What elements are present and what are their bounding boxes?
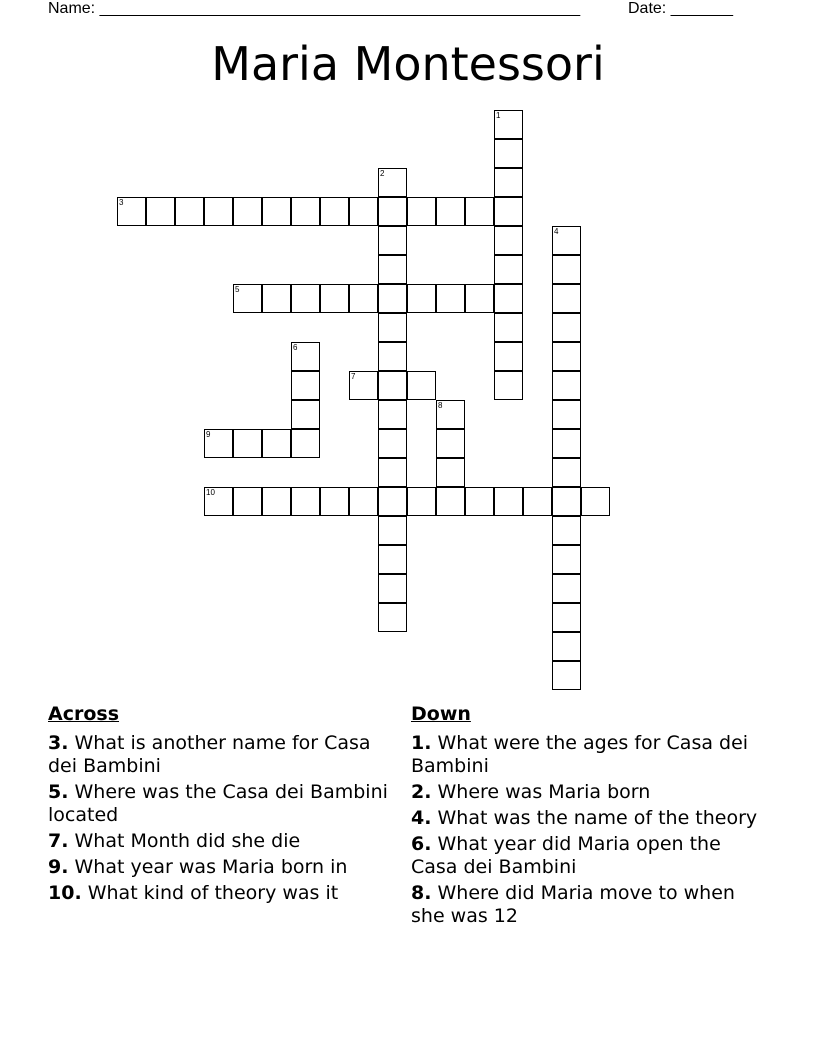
clue-number: 7. (48, 830, 69, 852)
grid-cell[interactable] (407, 197, 436, 226)
cell-number: 7 (351, 372, 356, 381)
grid-cell[interactable] (233, 284, 262, 313)
grid-cell[interactable] (465, 487, 494, 516)
grid-cell[interactable] (552, 313, 581, 342)
grid-cell[interactable] (407, 284, 436, 313)
clue-across-7 (48, 830, 388, 853)
grid-cell[interactable] (378, 313, 407, 342)
grid-cell[interactable] (552, 255, 581, 284)
page-title: Maria Montessori (211, 37, 605, 91)
clue-number: 10. (48, 882, 82, 904)
clue-down-6 (411, 833, 761, 879)
clue-across-3 (48, 732, 388, 778)
grid-cell[interactable] (494, 255, 523, 284)
name-field-label[interactable]: Name: ______________________________________________________ (48, 0, 581, 17)
grid-cell[interactable] (378, 342, 407, 371)
grid-cell[interactable] (262, 429, 291, 458)
grid-cell[interactable] (378, 226, 407, 255)
clue-text: What year did Maria open the Casa dei Bambini (411, 833, 721, 878)
grid-cell[interactable] (407, 487, 436, 516)
grid-cell[interactable] (523, 487, 552, 516)
grid-cell[interactable] (494, 110, 523, 139)
grid-cell[interactable] (378, 197, 407, 226)
clue-number: 8. (411, 882, 432, 904)
cell-number: 4 (554, 227, 559, 236)
cell-number: 9 (206, 430, 211, 439)
grid-cell[interactable] (494, 284, 523, 313)
grid-cell[interactable] (291, 284, 320, 313)
grid-cell[interactable] (552, 603, 581, 632)
grid-cell[interactable] (349, 371, 378, 400)
grid-cell[interactable] (494, 342, 523, 371)
grid-cell[interactable] (552, 516, 581, 545)
grid-cell[interactable] (378, 400, 407, 429)
down-clues (411, 703, 761, 931)
grid-cell[interactable] (436, 197, 465, 226)
grid-cell[interactable] (262, 197, 291, 226)
clue-across-10 (48, 882, 388, 905)
grid-cell[interactable] (378, 545, 407, 574)
clue-text: What were the ages for Casa dei Bambini (411, 732, 749, 777)
grid-cell[interactable] (349, 197, 378, 226)
grid-cell[interactable] (378, 487, 407, 516)
grid-cell[interactable] (494, 168, 523, 197)
grid-cell[interactable] (378, 429, 407, 458)
clue-text: Where was Maria born (437, 781, 651, 803)
grid-cell[interactable] (494, 197, 523, 226)
grid-cell[interactable] (349, 284, 378, 313)
grid-cell[interactable] (552, 400, 581, 429)
grid-cell[interactable] (552, 458, 581, 487)
grid-cell[interactable] (320, 284, 349, 313)
grid-cell[interactable] (378, 574, 407, 603)
grid-cell[interactable] (552, 342, 581, 371)
clue-number: 9. (48, 856, 69, 878)
clue-text: What was the name of the theory (437, 807, 758, 829)
clue-down-2 (411, 781, 761, 804)
clue-number: 2. (411, 781, 432, 803)
grid-cell[interactable] (117, 197, 146, 226)
grid-cell[interactable] (204, 197, 233, 226)
grid-cell[interactable] (378, 516, 407, 545)
grid-cell[interactable] (146, 197, 175, 226)
clue-number: 1. (411, 732, 432, 754)
grid-cell[interactable] (552, 284, 581, 313)
clue-number: 6. (411, 833, 432, 855)
grid-cell[interactable] (552, 545, 581, 574)
grid-cell[interactable] (494, 371, 523, 400)
down-heading: Down (411, 703, 471, 725)
grid-cell[interactable] (378, 371, 407, 400)
cell-number: 8 (438, 401, 443, 410)
grid-cell[interactable] (262, 284, 291, 313)
grid-cell[interactable] (552, 429, 581, 458)
grid-cell[interactable] (291, 342, 320, 371)
grid-cell[interactable] (291, 487, 320, 516)
grid-cell[interactable] (291, 197, 320, 226)
clue-down-1 (411, 732, 761, 778)
grid-cell[interactable] (436, 487, 465, 516)
grid-cell[interactable] (175, 197, 204, 226)
grid-cell[interactable] (581, 487, 610, 516)
grid-cell[interactable] (552, 487, 581, 516)
grid-cell[interactable] (233, 197, 262, 226)
cell-number: 6 (293, 343, 298, 352)
grid-cell[interactable] (378, 603, 407, 632)
grid-cell[interactable] (204, 429, 233, 458)
grid-cell[interactable] (436, 284, 465, 313)
cell-number: 10 (206, 488, 215, 497)
grid-cell[interactable] (436, 429, 465, 458)
clue-text: What is another name for Casa dei Bambini (48, 732, 371, 777)
grid-cell[interactable] (552, 371, 581, 400)
clue-number: 5. (48, 781, 69, 803)
grid-cell[interactable] (378, 284, 407, 313)
across-clues (48, 703, 388, 908)
clue-across-9 (48, 856, 388, 879)
grid-cell[interactable] (204, 487, 233, 516)
grid-cell[interactable] (378, 255, 407, 284)
grid-cell[interactable] (233, 429, 262, 458)
cell-number: 3 (119, 198, 124, 207)
clue-text: Where was the Casa dei Bambini located (48, 781, 388, 826)
date-field-label[interactable]: Date: _______ (628, 0, 733, 17)
grid-cell[interactable] (291, 400, 320, 429)
cell-number: 5 (235, 285, 240, 294)
clue-text: What year was Maria born in (74, 856, 348, 878)
grid-cell[interactable] (494, 139, 523, 168)
grid-cell[interactable] (552, 632, 581, 661)
grid-cell[interactable] (552, 574, 581, 603)
grid-cell[interactable] (291, 429, 320, 458)
grid-cell[interactable] (407, 371, 436, 400)
grid-cell[interactable] (465, 197, 494, 226)
clue-text: Where did Maria move to when she was 12 (411, 882, 735, 927)
across-heading: Across (48, 703, 120, 725)
grid-cell[interactable] (378, 168, 407, 197)
grid-cell[interactable] (494, 487, 523, 516)
grid-cell[interactable] (320, 197, 349, 226)
grid-cell[interactable] (436, 400, 465, 429)
grid-cell[interactable] (233, 487, 262, 516)
grid-cell[interactable] (349, 487, 378, 516)
grid-cell[interactable] (378, 458, 407, 487)
grid-cell[interactable] (494, 226, 523, 255)
clue-text: What kind of theory was it (87, 882, 339, 904)
grid-cell[interactable] (262, 487, 291, 516)
grid-cell[interactable] (552, 226, 581, 255)
grid-cell[interactable] (552, 661, 581, 690)
grid-cell[interactable] (291, 371, 320, 400)
clue-text: What Month did she die (74, 830, 301, 852)
cell-number: 2 (380, 169, 385, 178)
grid-cell[interactable] (320, 487, 349, 516)
grid-cell[interactable] (494, 313, 523, 342)
clue-number: 3. (48, 732, 69, 754)
clue-down-4 (411, 807, 761, 830)
clue-across-5 (48, 781, 388, 827)
grid-cell[interactable] (465, 284, 494, 313)
clue-down-8 (411, 882, 761, 928)
cell-number: 1 (496, 111, 501, 120)
grid-cell[interactable] (436, 458, 465, 487)
clue-number: 4. (411, 807, 432, 829)
